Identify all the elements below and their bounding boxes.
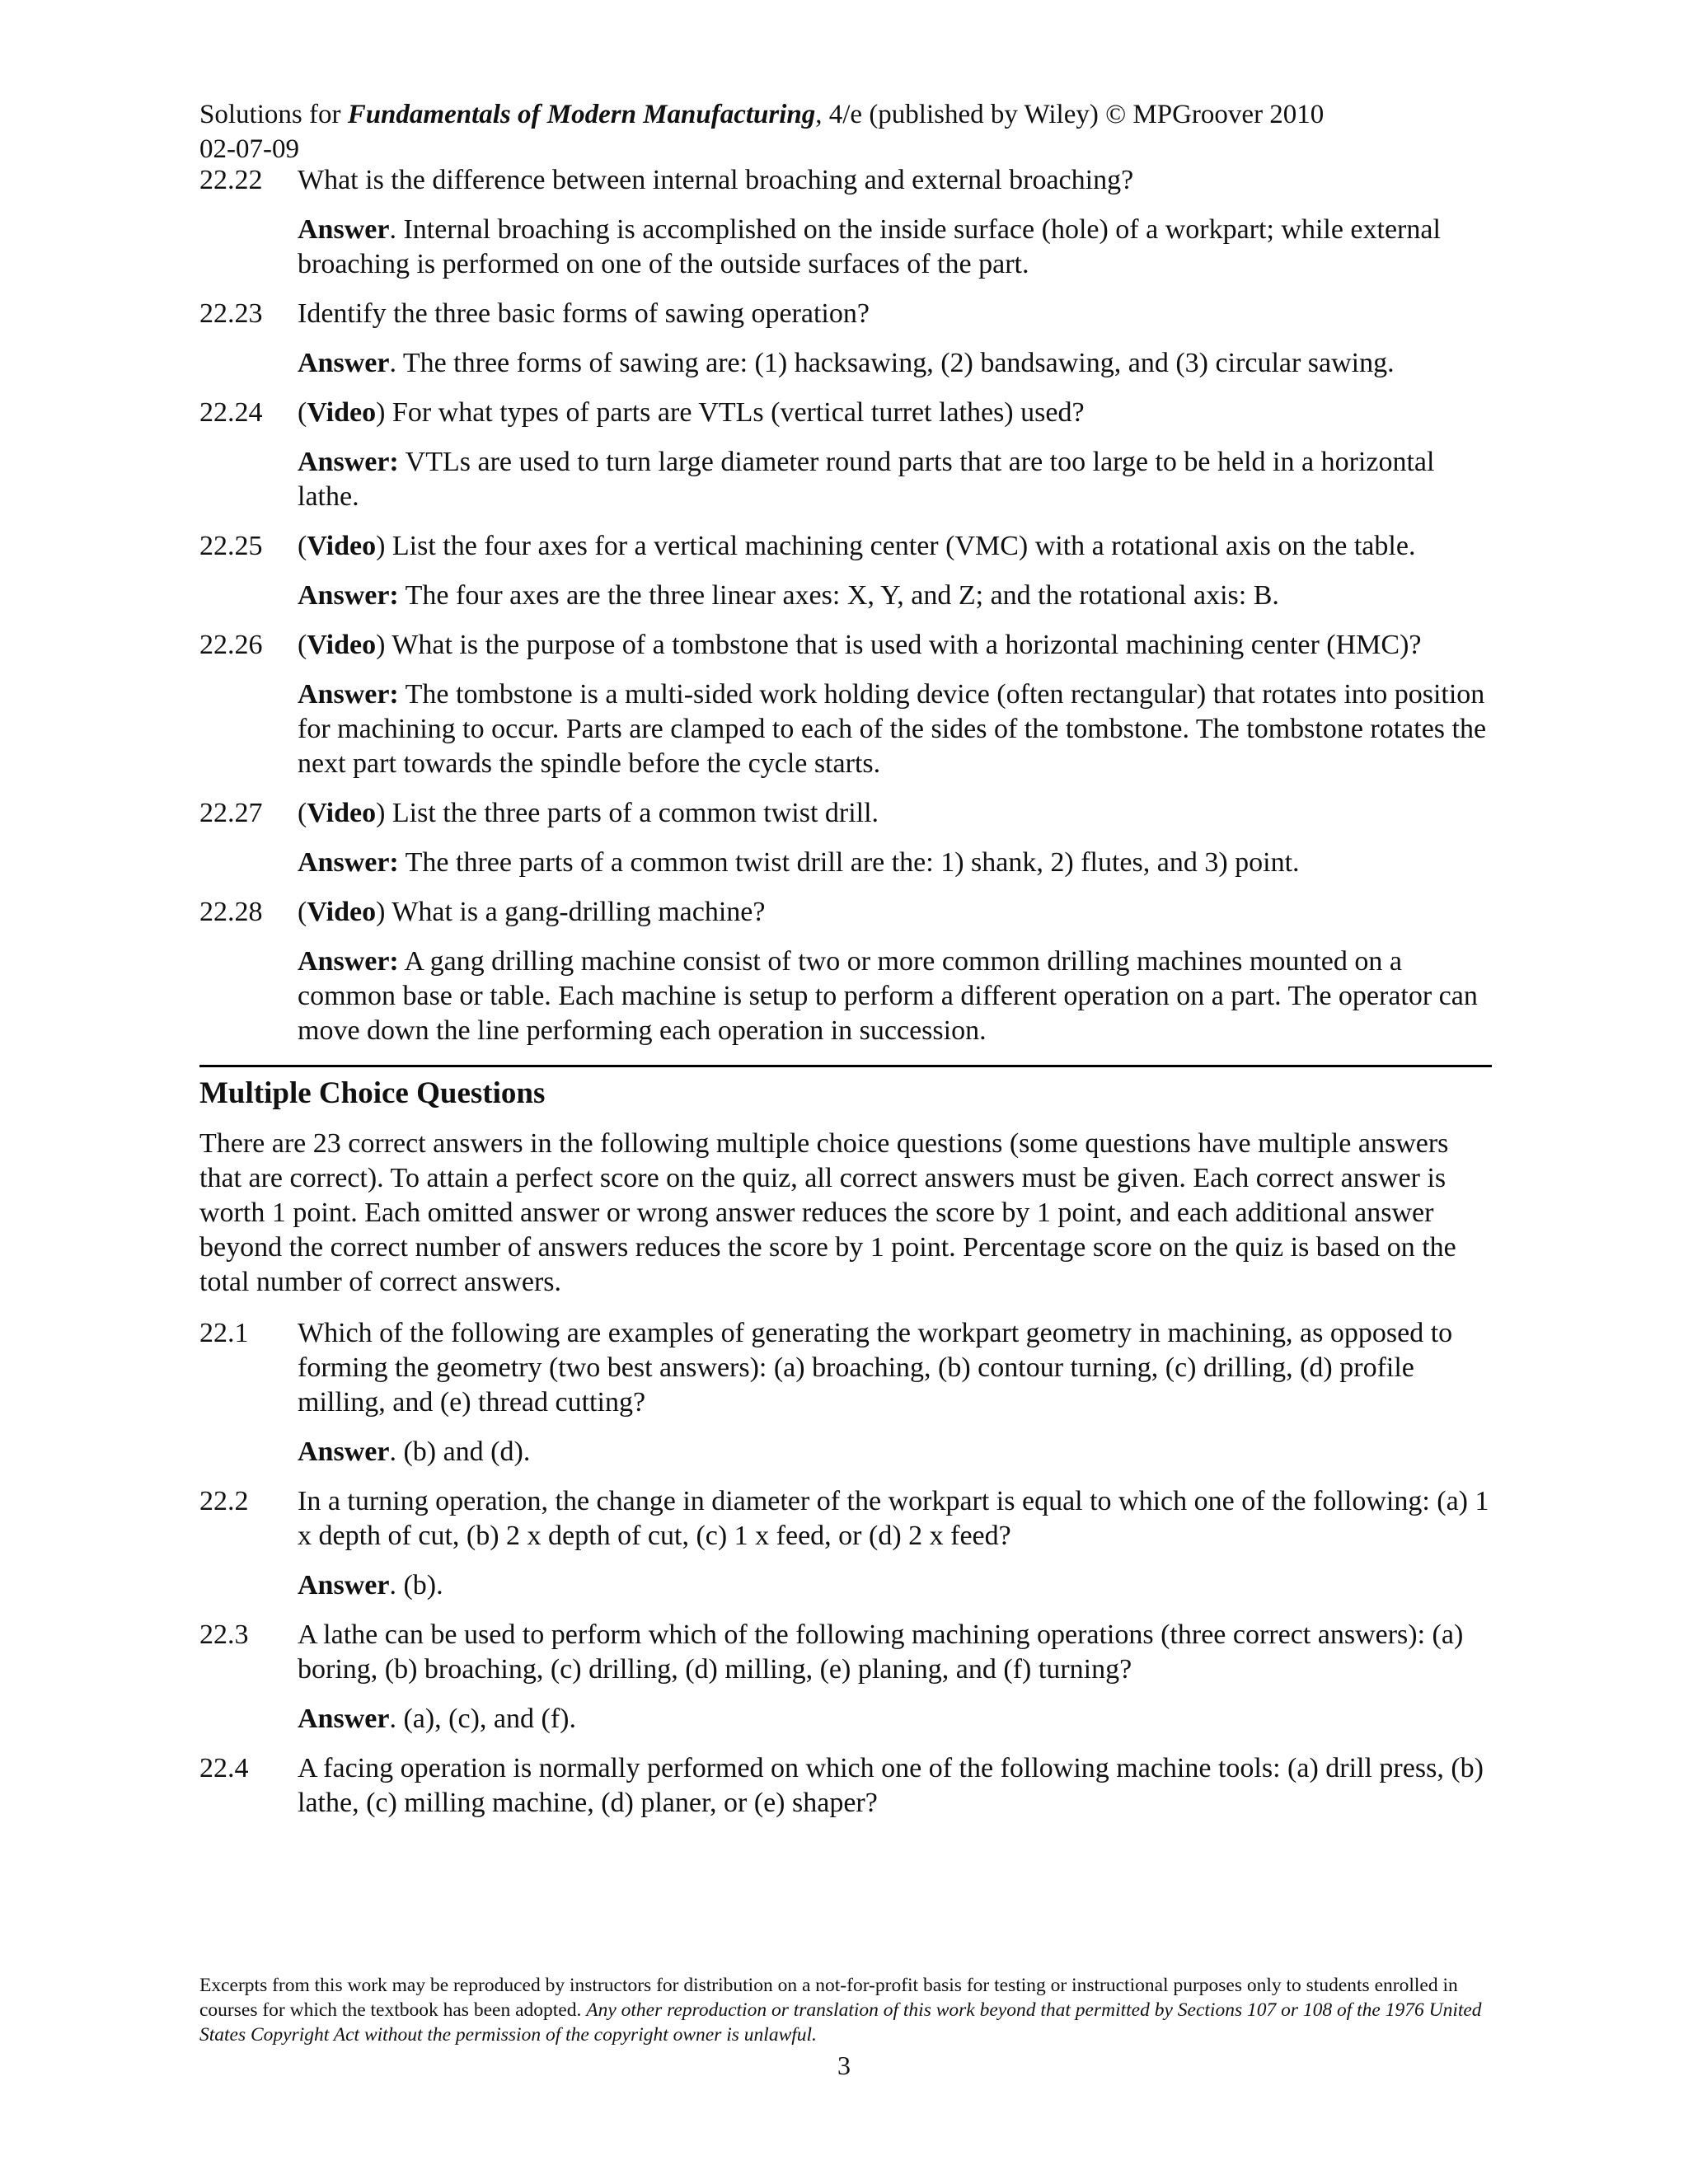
answer-separator: . xyxy=(389,214,396,245)
answer-body: The tombstone is a multi-sided work holding device (often rectangular) that rotates into position for machining to occur. Parts are clamped to each of the sides of the tombstone. The tombstone rotates the next part towards the spindle before the cycle starts. xyxy=(298,679,1487,779)
answer-text xyxy=(298,1702,1492,1736)
question-text: A lathe can be used to perform which of the following machining operations (three correct answers): (a) boring, (b) broaching, (c) drilling, (d) milling, (e) planing, and (f) turning? xyxy=(298,1619,1464,1685)
question-text: (Video) What is the purpose of a tombstone that is used with a horizontal machining center (HMC)? xyxy=(298,630,1422,660)
answer-label: Answer xyxy=(298,1436,390,1467)
footer-plain: Excerpts from this work may be reproduced by instructors for distribution on a not-for-profit basis for testing or instructional purposes only to students enrolled in courses for which the textbook has been adopted. xyxy=(199,1975,1458,2021)
answer-text xyxy=(298,445,1492,514)
video-tag: Video xyxy=(307,798,377,828)
question-number: 22.4 xyxy=(199,1753,249,1783)
question-number: 22.23 xyxy=(199,298,263,329)
question-number: 22.27 xyxy=(199,798,263,828)
section-divider xyxy=(199,1065,1492,1067)
question-body: What is the difference between internal broaching and external broaching? xyxy=(298,165,1134,195)
question-text: (Video) What is a gang-drilling machine? xyxy=(298,897,766,927)
answer-text xyxy=(298,1568,1492,1603)
header-prefix: Solutions for xyxy=(199,100,348,129)
question-body: Identify the three basic forms of sawing operation? xyxy=(298,298,870,329)
header-suffix: , 4/e (published by Wiley) © MPGroover 2010 xyxy=(815,100,1325,129)
review-question xyxy=(199,297,1492,381)
answer-label: Answer: xyxy=(298,847,399,878)
page-number: 3 xyxy=(837,2050,851,2080)
answer-body: . (a), (c), and (f). xyxy=(389,1704,576,1734)
video-tag: Video xyxy=(307,630,377,660)
review-question xyxy=(199,796,1492,880)
answer-text xyxy=(298,944,1492,1048)
video-tag: Video xyxy=(307,531,377,561)
answer-text xyxy=(298,846,1492,880)
question-number: 22.24 xyxy=(199,397,263,428)
question-body: For what types of parts are VTLs (vertical turret lathes) used? xyxy=(385,397,1085,428)
question-body: What is the purpose of a tombstone that is used with a horizontal machining center (HMC)? xyxy=(385,630,1422,660)
copyright-footer xyxy=(199,1973,1493,2047)
answer-text xyxy=(298,677,1492,781)
question-number: 22.22 xyxy=(199,165,263,195)
video-tag: Video xyxy=(307,897,377,927)
review-question xyxy=(199,895,1492,1048)
answer-text xyxy=(298,579,1492,613)
question-body: What is a gang-drilling machine? xyxy=(385,897,766,927)
question-body: List the three parts of a common twist drill. xyxy=(385,798,879,828)
question-text xyxy=(298,163,1492,198)
mc-question xyxy=(199,1618,1492,1736)
mc-question xyxy=(199,1316,1492,1469)
answer-label: Answer xyxy=(298,1570,390,1601)
answer-body: . (b). xyxy=(389,1570,443,1601)
answer-text xyxy=(298,213,1492,282)
answer-label: Answer: xyxy=(298,946,399,977)
section-intro: There are 23 correct answers in the following multiple choice questions (some questions have multiple answers that are correct). To attain a perfect score on the quiz, all correct answers must be given. Each correct answer is worth 1 point. Each omitted answer or wrong answer reduces the score by 1 point, and each additional answer beyond the correct number of answers reduces the score by 1 point. Percentage score on the quiz is based on the total number of correct answers. xyxy=(199,1128,1456,1297)
mc-question xyxy=(199,1751,1492,1821)
answer-body: . (b) and (d). xyxy=(389,1436,531,1467)
answer-body: A gang drilling machine consist of two or more common drilling machines mounted on a common base or table. Each machine is setup to perform a different operation on a part. The operator can move down the line performing each operation in succession. xyxy=(298,946,1478,1046)
question-number: 22.28 xyxy=(199,897,263,927)
review-question xyxy=(199,163,1492,282)
page-header xyxy=(199,97,1518,166)
question-number: 22.2 xyxy=(199,1486,249,1516)
question-text: (Video) List the three parts of a common twist drill. xyxy=(298,798,879,828)
answer-separator: . xyxy=(389,348,396,378)
answer-label: Answer xyxy=(298,348,390,378)
review-question-list xyxy=(199,163,1492,1048)
question-number: 22.1 xyxy=(199,1318,249,1348)
answer-body: Internal broaching is accomplished on the inside surface (hole) of a workpart; while external broaching is performed on one of the outside surfaces of the part. xyxy=(298,214,1441,279)
review-question xyxy=(199,529,1492,613)
question-number: 22.3 xyxy=(199,1619,249,1650)
question-text: (Video) For what types of parts are VTLs (vertical turret lathes) used? xyxy=(298,397,1085,428)
answer-label: Answer xyxy=(298,1704,390,1734)
page-body xyxy=(199,163,1492,1835)
header-date: 02-07-09 xyxy=(199,134,299,164)
question-number: 22.26 xyxy=(199,630,263,660)
question-number: 22.25 xyxy=(199,531,263,561)
multiple-choice-list xyxy=(199,1316,1492,1821)
question-text: (Video) List the four axes for a vertical machining center (VMC) with a rotational axis on the table. xyxy=(298,531,1416,561)
answer-body: The four axes are the three linear axes: X, Y, and Z; and the rotational axis: B. xyxy=(398,580,1279,611)
question-text: A facing operation is normally performed on which one of the following machine tools: (a) drill press, (b) lathe, (c) milling machine, (d) planer, or (e) shaper? xyxy=(298,1753,1484,1818)
answer-body: The three parts of a common twist drill are the: 1) shank, 2) flutes, and 3) point. xyxy=(398,847,1300,878)
answer-label: Answer: xyxy=(298,580,399,611)
question-text xyxy=(298,297,1492,331)
video-tag: Video xyxy=(307,397,377,428)
question-body: List the four axes for a vertical machining center (VMC) with a rotational axis on the table. xyxy=(385,531,1416,561)
answer-body: The three forms of sawing are: (1) hacksawing, (2) bandsawing, and (3) circular sawing. xyxy=(396,348,1395,378)
header-line xyxy=(199,97,1518,132)
answer-label: Answer: xyxy=(298,679,399,710)
question-text: In a turning operation, the change in diameter of the workpart is equal to which one of the following: (a) 1 x depth of cut, (b) 2 x depth of cut, (c) 1 x feed, or (d) 2 x feed? xyxy=(298,1486,1489,1551)
answer-body: VTLs are used to turn large diameter round parts that are too large to be held in a horizontal lathe. xyxy=(298,447,1435,512)
answer-label: Answer xyxy=(298,214,390,245)
review-question xyxy=(199,628,1492,781)
answer-label: Answer: xyxy=(298,447,399,477)
book-title: Fundamentals of Modern Manufacturing xyxy=(347,100,816,129)
answer-text xyxy=(298,346,1492,381)
question-text: Which of the following are examples of generating the workpart geometry in machining, as opposed to forming the geometry (two best answers): (a) broaching, (b) contour turning, (c) drilling, (d) profile milling, and (e) thread cutting? xyxy=(298,1318,1453,1418)
footer-italic: Any other reproduction or translation of this work beyond that permitted by Sections 107 or 108 of the 1976 United States Copyright Act without the permission of the copyright owner is unlawful. xyxy=(199,1999,1482,2046)
review-question xyxy=(199,396,1492,514)
answer-text xyxy=(298,1435,1492,1469)
section-title: Multiple Choice Questions xyxy=(199,1076,546,1110)
mc-question xyxy=(199,1484,1492,1603)
